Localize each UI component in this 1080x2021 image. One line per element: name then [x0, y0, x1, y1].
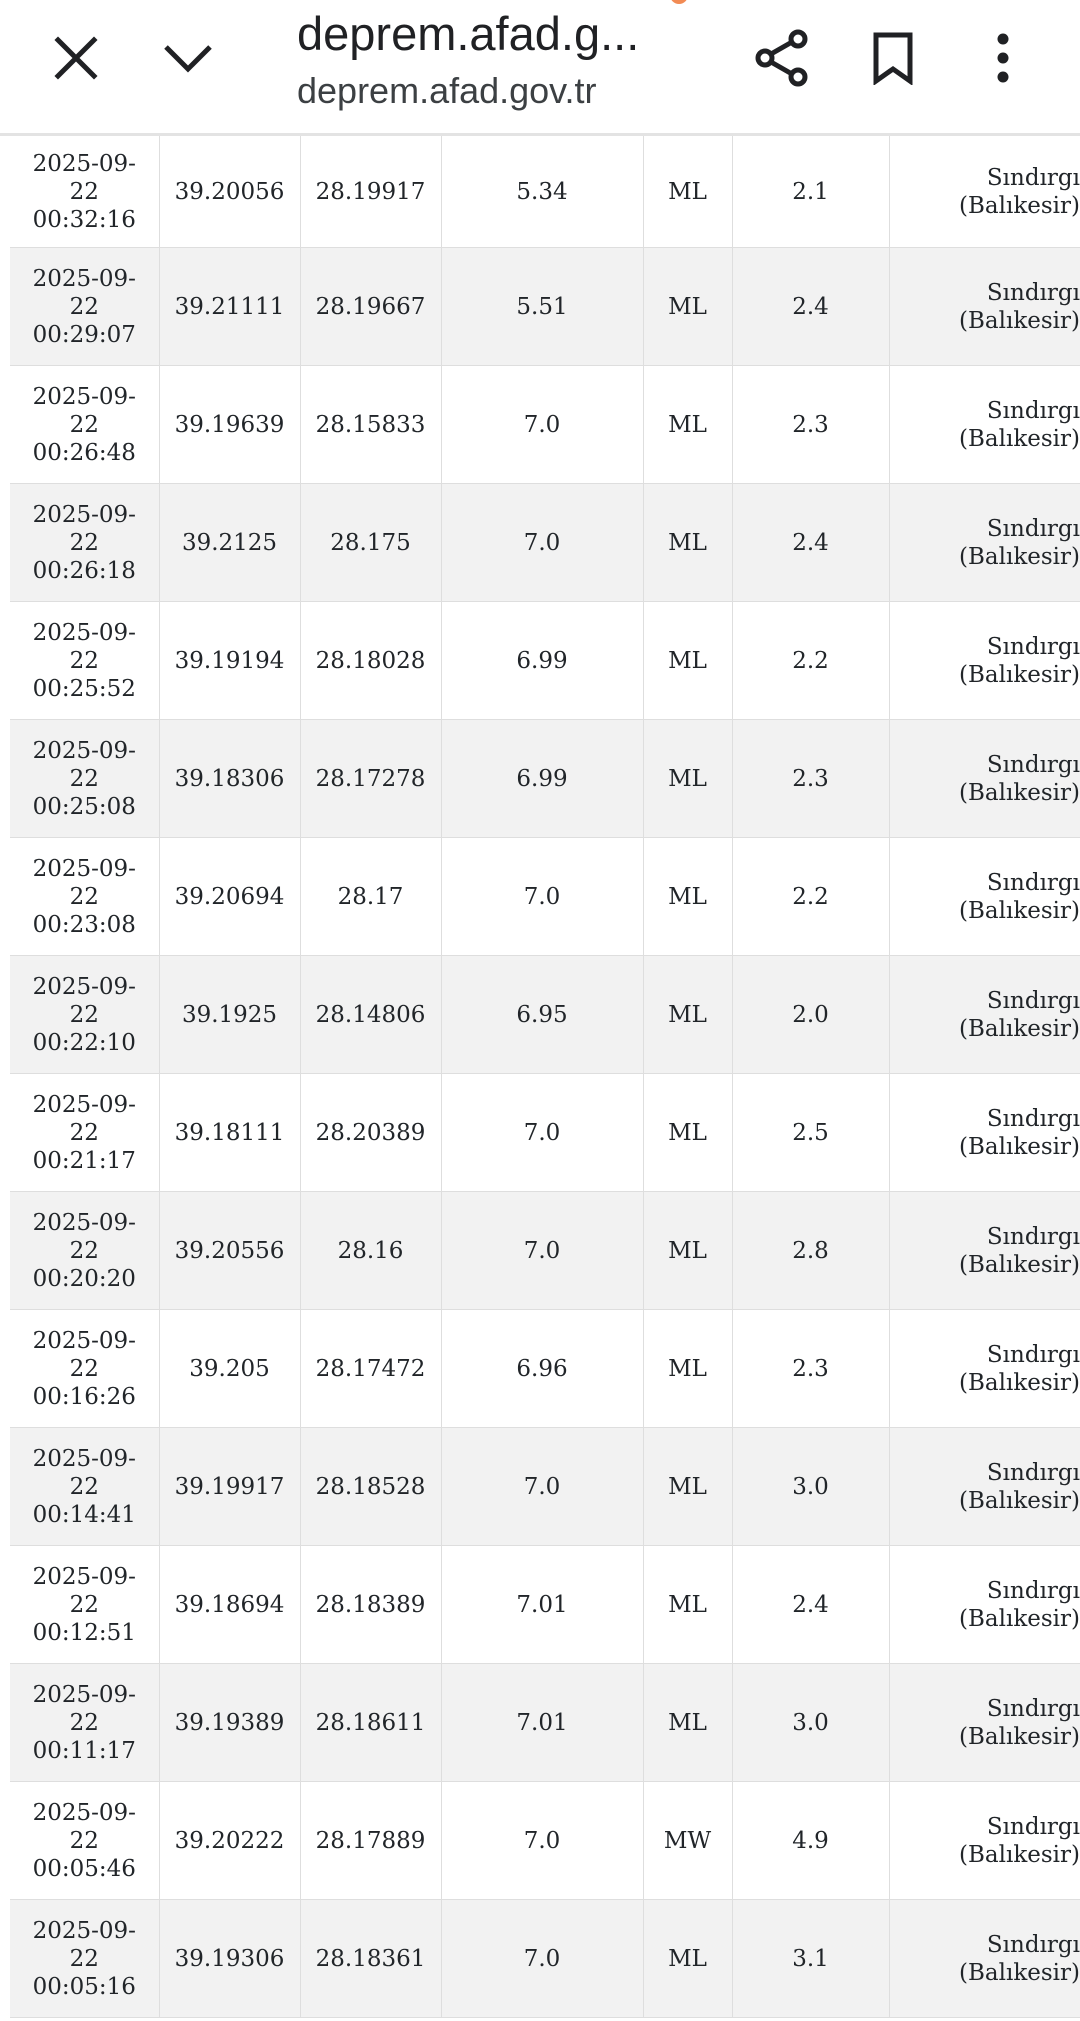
cell-magnitude-type: ML	[643, 1310, 732, 1428]
table-row	[10, 1192, 1080, 1310]
location-district: Sındırgı	[986, 279, 1080, 306]
cell-magnitude: 3.0	[732, 1428, 889, 1546]
cell-longitude: 28.17889	[300, 1782, 441, 1900]
cell-datetime	[10, 248, 159, 366]
cell-depth: 7.0	[441, 366, 643, 484]
cell-depth: 5.34	[441, 136, 643, 248]
location-district: Sındırgı	[986, 1459, 1080, 1486]
location-district: Sındırgı	[986, 164, 1080, 191]
location-district: Sındırgı	[986, 1577, 1080, 1604]
datetime-time: 00:25:52	[32, 675, 136, 702]
cell-longitude: 28.17278	[300, 720, 441, 838]
cell-datetime	[10, 136, 159, 248]
share-button[interactable]	[746, 22, 818, 94]
close-button[interactable]	[40, 22, 112, 94]
cell-latitude: 39.20222	[159, 1782, 300, 1900]
datetime-time: 00:05:46	[32, 1855, 136, 1882]
cell-latitude: 39.2125	[159, 484, 300, 602]
datetime-day: 22	[69, 1237, 99, 1264]
cell-latitude: 39.20056	[159, 136, 300, 248]
cell-longitude: 28.18028	[300, 602, 441, 720]
cell-location	[889, 1546, 1080, 1664]
cell-longitude: 28.17472	[300, 1310, 441, 1428]
cell-magnitude: 2.3	[732, 720, 889, 838]
cell-latitude: 39.21111	[159, 248, 300, 366]
table-row	[10, 956, 1080, 1074]
cell-latitude: 39.18306	[159, 720, 300, 838]
share-icon	[754, 29, 810, 87]
cell-magnitude-type: ML	[643, 956, 732, 1074]
bookmark-icon	[872, 31, 914, 85]
location-district: Sındırgı	[986, 1931, 1080, 1958]
cell-magnitude-type: ML	[643, 1074, 732, 1192]
location-district: Sındırgı	[986, 1813, 1080, 1840]
datetime-date: 2025-09-	[32, 501, 136, 528]
cell-longitude: 28.175	[300, 484, 441, 602]
cell-location	[889, 248, 1080, 366]
location-district: Sındırgı	[986, 987, 1080, 1014]
cell-datetime	[10, 366, 159, 484]
cell-longitude: 28.18361	[300, 1900, 441, 2018]
cell-location	[889, 484, 1080, 602]
datetime-date: 2025-09-	[32, 619, 136, 646]
cell-longitude: 28.18528	[300, 1428, 441, 1546]
cell-latitude: 39.20694	[159, 838, 300, 956]
datetime-day: 22	[69, 1591, 99, 1618]
cell-magnitude: 2.1	[732, 136, 889, 248]
cell-depth: 7.0	[441, 1782, 643, 1900]
cell-depth: 6.99	[441, 602, 643, 720]
cell-depth: 6.99	[441, 720, 643, 838]
cell-longitude: 28.20389	[300, 1074, 441, 1192]
cell-magnitude-type: ML	[643, 1428, 732, 1546]
datetime-date: 2025-09-	[32, 1681, 136, 1708]
cell-magnitude-type: ML	[643, 1664, 732, 1782]
cell-magnitude-type: ML	[643, 484, 732, 602]
cell-latitude: 39.18694	[159, 1546, 300, 1664]
datetime-date: 2025-09-	[32, 1799, 136, 1826]
cell-location	[889, 1782, 1080, 1900]
page-domain: deprem.afad.gov.tr	[297, 70, 597, 111]
cell-location	[889, 1074, 1080, 1192]
datetime-time: 00:05:16	[32, 1973, 136, 2000]
cell-depth: 7.01	[441, 1546, 643, 1664]
cell-magnitude-type: ML	[643, 838, 732, 956]
location-province: (Balıkesir)	[959, 192, 1080, 219]
cell-magnitude: 3.1	[732, 1900, 889, 2018]
cell-longitude: 28.19667	[300, 248, 441, 366]
collapse-button[interactable]	[152, 22, 224, 94]
cell-magnitude-type: MW	[643, 1782, 732, 1900]
chevron-down-icon	[163, 43, 213, 73]
datetime-day: 22	[69, 1355, 99, 1382]
cell-magnitude: 4.9	[732, 1782, 889, 1900]
browser-toolbar	[0, 0, 1080, 136]
cell-datetime	[10, 1546, 159, 1664]
close-icon	[54, 36, 98, 80]
cell-magnitude-type: ML	[643, 136, 732, 248]
cell-datetime	[10, 1664, 159, 1782]
location-district: Sındırgı	[986, 1223, 1080, 1250]
cell-depth: 7.0	[441, 1074, 643, 1192]
cell-magnitude: 2.2	[732, 838, 889, 956]
location-district: Sındırgı	[986, 515, 1080, 542]
datetime-day: 22	[69, 1827, 99, 1854]
location-province: (Balıkesir)	[959, 1487, 1080, 1514]
cell-latitude: 39.205	[159, 1310, 300, 1428]
location-province: (Balıkesir)	[959, 1015, 1080, 1042]
location-district: Sındırgı	[986, 1695, 1080, 1722]
datetime-time: 00:21:17	[32, 1147, 136, 1174]
cell-location	[889, 720, 1080, 838]
location-district: Sındırgı	[986, 751, 1080, 778]
location-district: Sındırgı	[986, 633, 1080, 660]
cell-latitude: 39.19194	[159, 602, 300, 720]
location-district: Sındırgı	[986, 397, 1080, 424]
table-row	[10, 366, 1080, 484]
datetime-time: 00:12:51	[32, 1619, 136, 1646]
table-row	[10, 248, 1080, 366]
earthquake-table-container[interactable]	[10, 136, 1080, 2021]
cell-magnitude-type: ML	[643, 1192, 732, 1310]
location-province: (Balıkesir)	[959, 1251, 1080, 1278]
table-row	[10, 1546, 1080, 1664]
cell-location	[889, 366, 1080, 484]
location-province: (Balıkesir)	[959, 425, 1080, 452]
datetime-day: 22	[69, 883, 99, 910]
datetime-date: 2025-09-	[32, 265, 136, 292]
page-title: deprem.afad.g...	[297, 7, 640, 60]
table-row	[10, 1310, 1080, 1428]
cell-latitude: 39.20556	[159, 1192, 300, 1310]
location-province: (Balıkesir)	[959, 307, 1080, 334]
cell-depth: 7.0	[441, 1900, 643, 2018]
datetime-day: 22	[69, 178, 99, 205]
datetime-time: 00:26:18	[32, 557, 136, 584]
more-vert-icon	[995, 33, 1011, 83]
datetime-time: 00:25:08	[32, 793, 136, 820]
datetime-date: 2025-09-	[32, 1209, 136, 1236]
datetime-date: 2025-09-	[32, 855, 136, 882]
location-province: (Balıkesir)	[959, 661, 1080, 688]
cell-magnitude: 2.0	[732, 956, 889, 1074]
cell-magnitude: 2.4	[732, 248, 889, 366]
datetime-time: 00:29:07	[32, 321, 136, 348]
cell-magnitude: 2.4	[732, 1546, 889, 1664]
cell-latitude: 39.19639	[159, 366, 300, 484]
location-province: (Balıkesir)	[959, 1959, 1080, 1986]
cell-location	[889, 602, 1080, 720]
datetime-date: 2025-09-	[32, 1563, 136, 1590]
datetime-day: 22	[69, 1001, 99, 1028]
cell-location	[889, 1192, 1080, 1310]
cell-datetime	[10, 956, 159, 1074]
cell-location	[889, 1428, 1080, 1546]
datetime-time: 00:14:41	[32, 1501, 136, 1528]
cell-magnitude: 2.3	[732, 1310, 889, 1428]
cell-depth: 6.95	[441, 956, 643, 1074]
cell-location	[889, 1664, 1080, 1782]
cell-latitude: 39.1925	[159, 956, 300, 1074]
datetime-time: 00:20:20	[32, 1265, 136, 1292]
location-province: (Balıkesir)	[959, 543, 1080, 570]
cell-magnitude-type: ML	[643, 366, 732, 484]
cell-depth: 7.0	[441, 838, 643, 956]
datetime-day: 22	[69, 1945, 99, 1972]
datetime-date: 2025-09-	[32, 737, 136, 764]
cell-longitude: 28.17	[300, 838, 441, 956]
table-row	[10, 1428, 1080, 1546]
datetime-date: 2025-09-	[32, 1445, 136, 1472]
cell-longitude: 28.14806	[300, 956, 441, 1074]
datetime-date: 2025-09-	[32, 1091, 136, 1118]
cell-longitude: 28.18389	[300, 1546, 441, 1664]
cell-latitude: 39.19306	[159, 1900, 300, 2018]
cell-magnitude: 2.5	[732, 1074, 889, 1192]
cell-datetime	[10, 1428, 159, 1546]
location-province: (Balıkesir)	[959, 1605, 1080, 1632]
table-row	[10, 1074, 1080, 1192]
cell-depth: 5.51	[441, 248, 643, 366]
cell-location	[889, 956, 1080, 1074]
cell-location	[889, 136, 1080, 248]
cell-location	[889, 838, 1080, 956]
cell-datetime	[10, 1900, 159, 2018]
table-row	[10, 838, 1080, 956]
cell-magnitude-type: ML	[643, 602, 732, 720]
datetime-date: 2025-09-	[32, 383, 136, 410]
table-row	[10, 484, 1080, 602]
location-province: (Balıkesir)	[959, 1841, 1080, 1868]
cell-datetime	[10, 1074, 159, 1192]
datetime-day: 22	[69, 293, 99, 320]
cell-datetime	[10, 1192, 159, 1310]
url-area[interactable]	[297, 4, 697, 114]
table-row	[10, 1900, 1080, 2018]
cell-longitude: 28.15833	[300, 366, 441, 484]
location-province: (Balıkesir)	[959, 779, 1080, 806]
cell-latitude: 39.19917	[159, 1428, 300, 1546]
datetime-day: 22	[69, 647, 99, 674]
cell-datetime	[10, 1782, 159, 1900]
cell-latitude: 39.19389	[159, 1664, 300, 1782]
location-province: (Balıkesir)	[959, 897, 1080, 924]
datetime-time: 00:23:08	[32, 911, 136, 938]
cell-magnitude-type: ML	[643, 1900, 732, 2018]
cell-latitude: 39.18111	[159, 1074, 300, 1192]
datetime-day: 22	[69, 1119, 99, 1146]
cell-datetime	[10, 1310, 159, 1428]
cell-magnitude-type: ML	[643, 248, 732, 366]
datetime-time: 00:22:10	[32, 1029, 136, 1056]
cell-magnitude: 2.8	[732, 1192, 889, 1310]
datetime-time: 00:26:48	[32, 439, 136, 466]
datetime-date: 2025-09-	[32, 1327, 136, 1354]
cell-longitude: 28.18611	[300, 1664, 441, 1782]
datetime-day: 22	[69, 1473, 99, 1500]
datetime-day: 22	[69, 765, 99, 792]
cell-datetime	[10, 838, 159, 956]
table-row	[10, 1782, 1080, 1900]
cell-longitude: 28.16	[300, 1192, 441, 1310]
cell-depth: 7.0	[441, 1428, 643, 1546]
location-province: (Balıkesir)	[959, 1133, 1080, 1160]
cell-depth: 6.96	[441, 1310, 643, 1428]
datetime-date: 2025-09-	[32, 150, 136, 177]
more-options-button[interactable]	[967, 22, 1039, 94]
cell-datetime	[10, 602, 159, 720]
datetime-day: 22	[69, 411, 99, 438]
datetime-day: 22	[69, 1709, 99, 1736]
cell-magnitude-type: ML	[643, 720, 732, 838]
cell-magnitude: 2.3	[732, 366, 889, 484]
earthquake-table	[10, 136, 1080, 2018]
datetime-time: 00:16:26	[32, 1383, 136, 1410]
cell-location	[889, 1900, 1080, 2018]
bookmark-button[interactable]	[857, 22, 929, 94]
cell-magnitude: 2.2	[732, 602, 889, 720]
cell-location	[889, 1310, 1080, 1428]
table-row	[10, 720, 1080, 838]
cell-magnitude: 3.0	[732, 1664, 889, 1782]
cell-depth: 7.01	[441, 1664, 643, 1782]
datetime-time: 00:11:17	[32, 1737, 136, 1764]
datetime-time: 00:32:16	[32, 206, 136, 233]
cell-datetime	[10, 720, 159, 838]
location-district: Sındırgı	[986, 1341, 1080, 1368]
cell-depth: 7.0	[441, 1192, 643, 1310]
datetime-date: 2025-09-	[32, 1917, 136, 1944]
location-province: (Balıkesir)	[959, 1369, 1080, 1396]
cell-longitude: 28.19917	[300, 136, 441, 248]
table-row	[10, 602, 1080, 720]
cell-magnitude-type: ML	[643, 1546, 732, 1664]
cell-magnitude: 2.4	[732, 484, 889, 602]
cell-datetime	[10, 484, 159, 602]
datetime-date: 2025-09-	[32, 973, 136, 1000]
location-province: (Balıkesir)	[959, 1723, 1080, 1750]
table-row	[10, 136, 1080, 248]
location-district: Sındırgı	[986, 869, 1080, 896]
cell-depth: 7.0	[441, 484, 643, 602]
location-district: Sındırgı	[986, 1105, 1080, 1132]
table-row	[10, 1664, 1080, 1782]
datetime-day: 22	[69, 529, 99, 556]
